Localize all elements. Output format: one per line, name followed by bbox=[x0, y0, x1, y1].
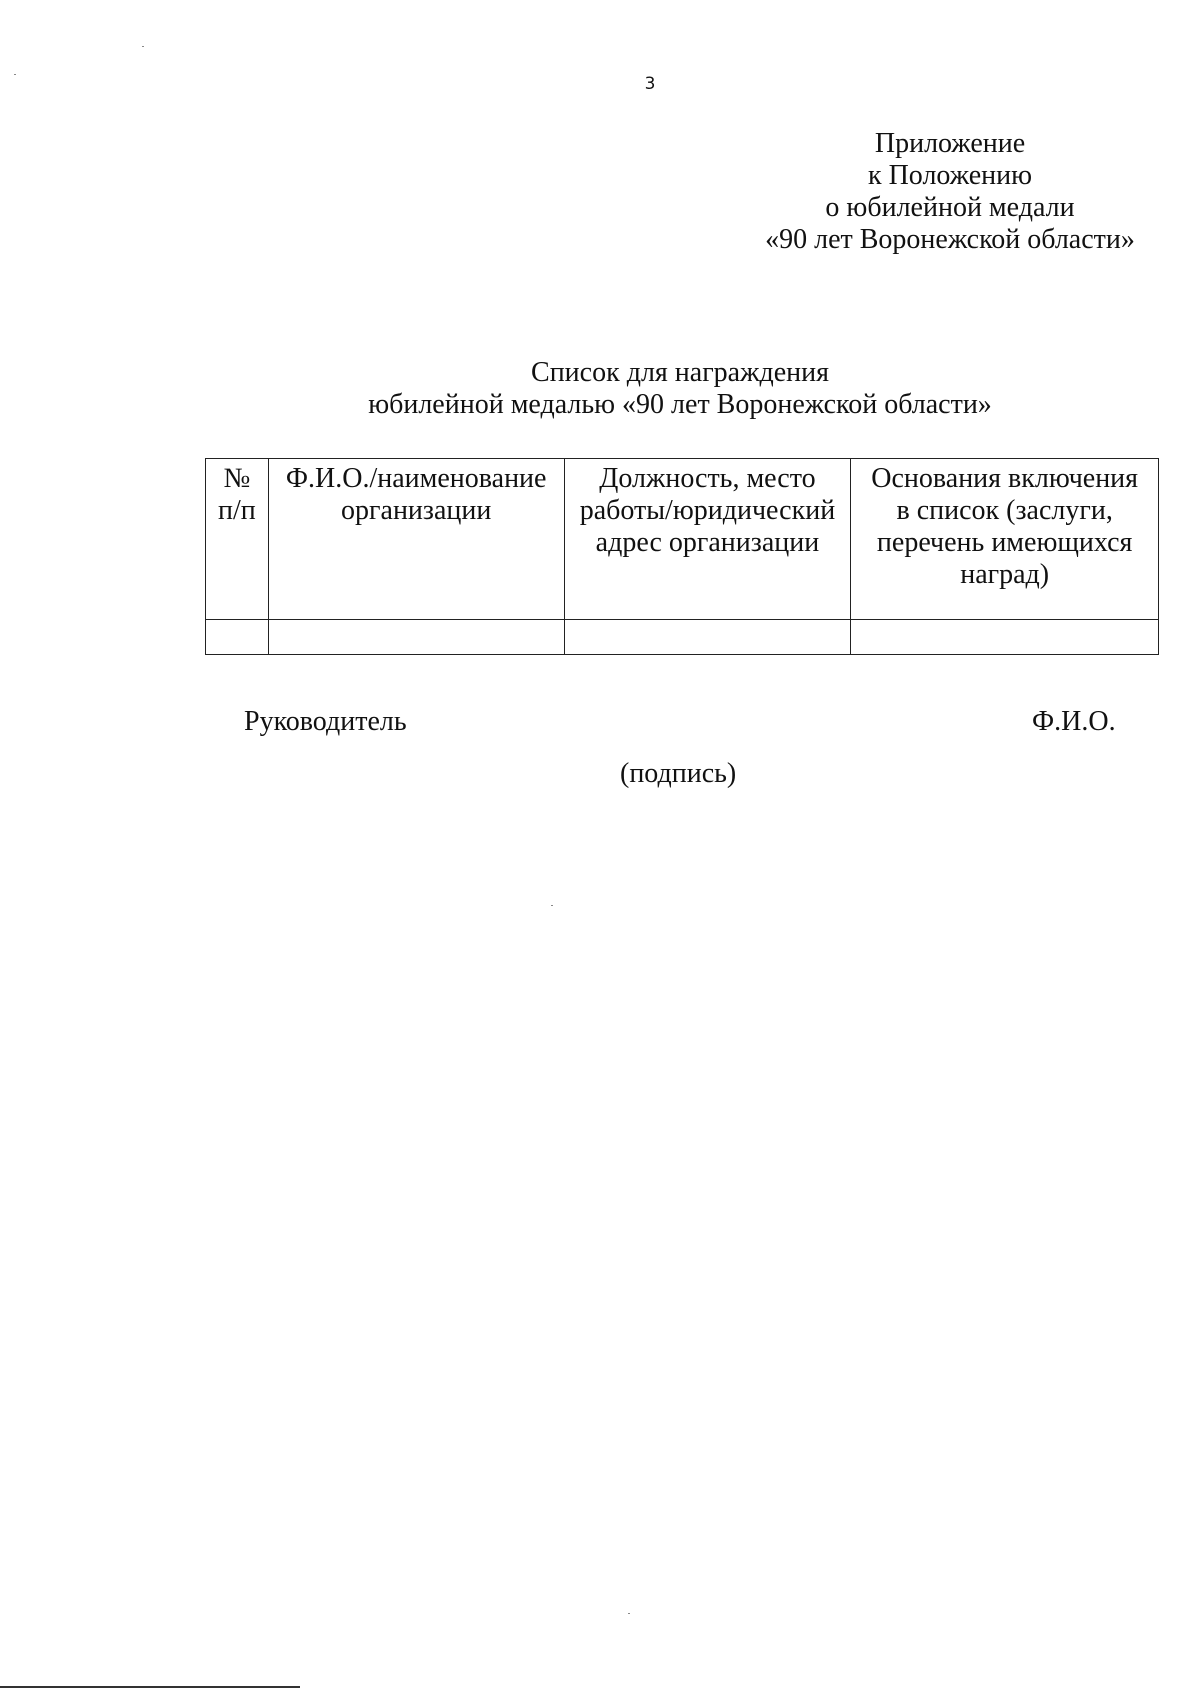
scan-speck bbox=[551, 905, 553, 906]
header-text: № bbox=[223, 463, 251, 494]
appendix-line: о юбилейной медали bbox=[825, 192, 1075, 223]
appendix-block bbox=[740, 128, 1160, 256]
header-text: перечень имеющихся bbox=[876, 527, 1133, 558]
header-text: Основания включения bbox=[871, 463, 1139, 494]
table-cell bbox=[206, 620, 269, 655]
header-text: работы/юридический bbox=[579, 495, 836, 526]
table-cell bbox=[564, 620, 851, 655]
list-title bbox=[205, 357, 1155, 421]
header-text: организации bbox=[341, 495, 492, 526]
header-text: наград) bbox=[960, 559, 1050, 590]
list-title-line: Список для награждения bbox=[531, 357, 829, 388]
head-label: Руководитель bbox=[244, 706, 407, 737]
scan-speck bbox=[14, 74, 16, 75]
table-cell bbox=[268, 620, 564, 655]
scan-speck bbox=[142, 46, 144, 47]
list-title-line: юбилейной медалью «90 лет Воронежской области» bbox=[368, 389, 992, 420]
table-cell bbox=[851, 620, 1159, 655]
header-text: Должность, место bbox=[599, 463, 816, 494]
header-text: в список (заслуги, bbox=[896, 495, 1113, 526]
signature-label: (подпись) bbox=[620, 758, 737, 789]
fio-label: Ф.И.О. bbox=[1032, 706, 1116, 737]
appendix-line: «90 лет Воронежской области» bbox=[765, 224, 1135, 255]
footer-rule bbox=[0, 1686, 300, 1688]
award-list-table bbox=[205, 458, 1159, 655]
page-number: 3 bbox=[644, 74, 656, 94]
header-name bbox=[268, 459, 564, 620]
header-text: адрес организации bbox=[595, 527, 820, 558]
table-header-row bbox=[206, 459, 1159, 620]
scan-speck bbox=[628, 1613, 630, 1614]
header-text: Ф.И.О./наименование bbox=[285, 463, 547, 494]
appendix-line: Приложение bbox=[874, 128, 1026, 159]
header-basis bbox=[851, 459, 1159, 620]
header-position bbox=[564, 459, 851, 620]
header-text: п/п bbox=[218, 495, 256, 526]
table-row bbox=[206, 620, 1159, 655]
appendix-line: к Положению bbox=[867, 160, 1033, 191]
header-number bbox=[206, 459, 269, 620]
